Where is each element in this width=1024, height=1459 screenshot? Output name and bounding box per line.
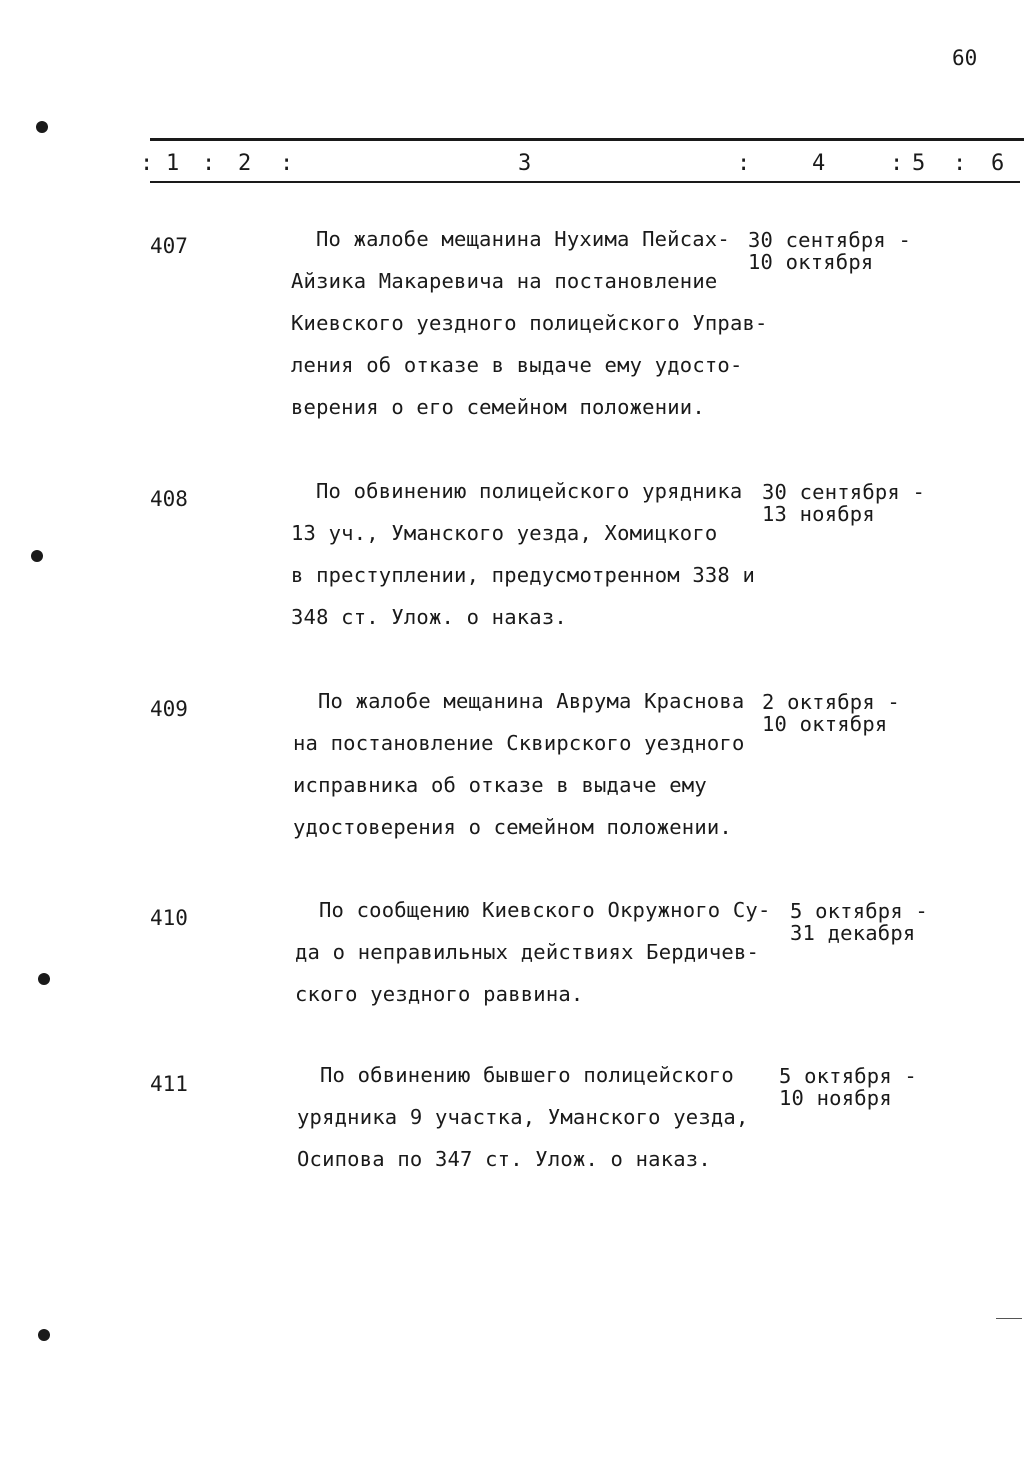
record-date-start: 5 октября -	[790, 899, 928, 923]
record-number: 410	[150, 906, 188, 930]
column-header-4: 4	[812, 151, 826, 176]
record-description-line: Киевского уездного полицейского Управ-	[291, 311, 768, 335]
column-separator: :	[202, 151, 216, 176]
column-header-5: 5	[912, 151, 926, 176]
punch-hole-mark	[38, 973, 50, 985]
record-date-start: 30 сентября -	[748, 228, 912, 252]
record-date-end: 31 декабря	[790, 921, 916, 945]
record-date-end: 13 ноября	[762, 502, 875, 526]
record-description-line: По жалобе мещанина Аврума Краснова	[318, 689, 745, 713]
column-separator: :	[280, 151, 294, 176]
record-description-line: По обвинению полицейского урядника	[316, 479, 743, 503]
record-description-line: ления об отказе в выдаче ему удосто-	[291, 353, 743, 377]
record-date-end: 10 октября	[762, 712, 888, 736]
record-date-start: 2 октября -	[762, 690, 900, 714]
column-header-2: 2	[238, 151, 252, 176]
column-header-6: 6	[991, 151, 1005, 176]
punch-hole-mark	[31, 550, 43, 562]
column-separator: :	[890, 151, 904, 176]
margin-stroke-mark	[996, 1318, 1022, 1319]
record-description-line: да о неправильных действиях Бердичев-	[295, 940, 760, 964]
record-number: 409	[150, 697, 188, 721]
record-number: 407	[150, 234, 188, 258]
record-description-line: 13 уч., Уманского уезда, Хомицкого	[291, 521, 718, 545]
record-date-start: 30 сентября -	[762, 480, 926, 504]
record-description-line: ского уездного раввина.	[295, 982, 584, 1006]
record-description-line: удостоверения о семейном положении.	[293, 815, 732, 839]
page-number: 60	[952, 46, 978, 70]
record-number: 408	[150, 487, 188, 511]
record-date-start: 5 октября -	[779, 1064, 917, 1088]
header-top-rule	[150, 138, 1024, 141]
record-description-line: Осипова по 347 ст. Улож. о наказ.	[297, 1147, 711, 1171]
column-separator: :	[737, 151, 751, 176]
record-description-line: По обвинению бывшего полицейского	[320, 1063, 734, 1087]
record-description-line: верения о его семейном положении.	[291, 395, 705, 419]
record-date-end: 10 октября	[748, 250, 874, 274]
record-description-line: на постановление Сквирского уездного	[293, 731, 745, 755]
record-description-line: Айзика Макаревича на постановление	[291, 269, 718, 293]
punch-hole-mark	[36, 121, 48, 133]
punch-hole-mark	[38, 1329, 50, 1341]
column-header-1: 1	[166, 151, 180, 176]
record-description-line: 348 ст. Улож. о наказ.	[291, 605, 567, 629]
header-bottom-rule	[150, 181, 1020, 183]
record-number: 411	[150, 1072, 188, 1096]
record-description-line: урядника 9 участка, Уманского уезда,	[297, 1105, 749, 1129]
record-description-line: По жалобе мещанина Нухима Пейсах-	[316, 227, 730, 251]
column-separator: :	[953, 151, 967, 176]
record-description-line: исправника об отказе в выдаче ему	[293, 773, 707, 797]
column-separator: :	[140, 151, 154, 176]
column-header-3: 3	[518, 151, 532, 176]
record-date-end: 10 ноября	[779, 1086, 892, 1110]
record-description-line: По сообщению Киевского Окружного Су-	[319, 898, 771, 922]
record-description-line: в преступлении, предусмотренном 338 и	[291, 563, 756, 587]
